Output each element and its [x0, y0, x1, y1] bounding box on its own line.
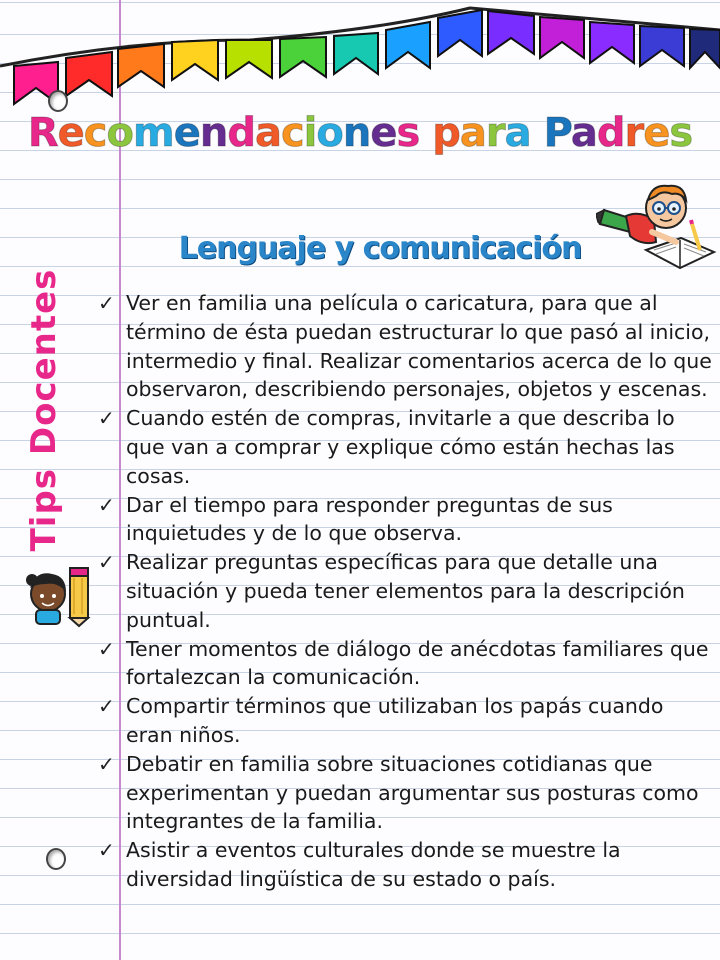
checkmark-icon: ✓: [98, 291, 115, 315]
tip-item: [92, 404, 712, 490]
title-letter: [531, 110, 544, 156]
title-letter: c: [83, 110, 107, 156]
title-letter: s: [396, 110, 420, 156]
title-letter: a: [459, 110, 486, 156]
title-letter: P: [543, 110, 571, 156]
checkmark-icon: ✓: [98, 694, 115, 719]
girl-with-pencil-illustration: [22, 566, 102, 628]
bunting-flag: [590, 22, 634, 63]
tip-text: Asistir a eventos culturales donde se muestre la diversidad lingüística de su estado o país.: [126, 838, 621, 891]
checkmark-icon: ✓: [98, 636, 115, 661]
tips-list: [92, 289, 712, 894]
title-letter: o: [106, 110, 133, 156]
bunting-flag: [118, 44, 164, 87]
title-letter: r: [624, 110, 644, 156]
title-letter: [419, 110, 432, 156]
bunting-flag: [386, 22, 430, 68]
checkmark-icon: ✓: [98, 838, 115, 863]
bunting-flag: [334, 33, 378, 74]
title-letter: e: [643, 110, 670, 156]
binder-hole-top: [48, 90, 68, 112]
bunting-flag: [172, 40, 218, 80]
title-letter: a: [254, 110, 281, 156]
bunting-flag: [438, 10, 482, 56]
bunting-flag: [690, 29, 720, 68]
tip-item: [92, 491, 712, 549]
tip-item: [92, 750, 712, 836]
title-letter: R: [27, 110, 58, 156]
bunting-flag: [640, 26, 684, 66]
tip-item: [92, 836, 712, 894]
tip-text: Dar el tiempo para responder preguntas de sus inquietudes y de lo que observa.: [126, 492, 613, 546]
tips-docentes-vertical-title: Tips Docentes: [24, 268, 64, 552]
title-letter: e: [370, 110, 397, 156]
title-letter: p: [432, 110, 460, 156]
title-letter: c: [280, 110, 304, 156]
tip-item: [92, 692, 712, 750]
title-letter: a: [570, 110, 597, 156]
title-letter: i: [303, 110, 317, 156]
reading-boy-illustration: [596, 180, 718, 290]
title-letter: m: [133, 110, 174, 156]
tip-text: Realizar preguntas específicas para que detalle una situación y pueda tener elementos para la descripción puntual.: [126, 550, 685, 632]
title-letter: o: [316, 110, 343, 156]
title-letter: d: [596, 110, 625, 156]
checkmark-icon: ✓: [98, 751, 115, 776]
checkmark-icon: ✓: [98, 492, 115, 517]
tip-item: [92, 635, 712, 693]
title-letter: s: [669, 110, 693, 156]
tip-text: Ver en familia una película o caricatura, para que al término de ésta puedan estructurar lo que pasó al inicio, intermedio y final. Realizar comentarios acerca de lo que observaron, describiendo personajes, objetos y escenas.: [126, 291, 712, 402]
bunting-flag: [226, 40, 272, 78]
title-letter: d: [227, 110, 255, 156]
checkmark-icon: ✓: [98, 550, 115, 575]
bunting-flag: [66, 52, 112, 96]
checkmark-icon: ✓: [98, 406, 115, 431]
bunting-flag: [540, 17, 584, 58]
bunting-flag: [488, 11, 534, 54]
tip-text: Compartir términos que utilizaban los papás cuando eran niños.: [126, 694, 664, 747]
title-letter: e: [173, 110, 200, 156]
tip-text: Debatir en familia sobre situaciones cotidianas que experimentan y puedan argumentar sus posturas como integrantes de la familia.: [126, 751, 699, 834]
tip-text: Tener momentos de diálogo de anécdotas familiares que fortalezcan la comunicación.: [126, 636, 709, 690]
title-letter: r: [485, 110, 505, 156]
title-letter: e: [57, 110, 84, 156]
title-letter: a: [504, 110, 531, 156]
tip-item: [92, 289, 712, 404]
tip-text: Cuando estén de compras, invitarle a que describa lo que van a comprar y explique cómo están hechas las cosas.: [126, 406, 675, 488]
binder-hole-bottom: [46, 848, 66, 870]
title-letter: n: [199, 110, 228, 156]
bunting-flag: [280, 37, 326, 77]
title-letter: n: [342, 110, 371, 156]
tip-item: [92, 548, 712, 634]
page-title: [0, 110, 720, 156]
section-subtitle: Lenguaje y comunicación: [178, 231, 582, 266]
